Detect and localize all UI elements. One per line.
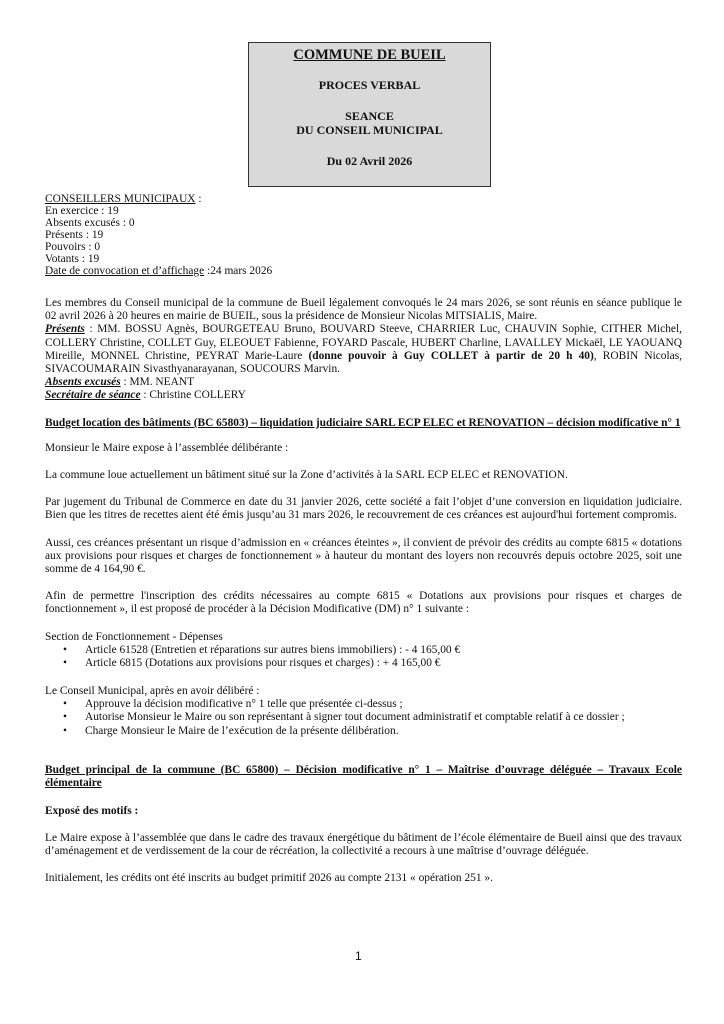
section1-p1: Monsieur le Maire expose à l’assemblée délibérante : (45, 441, 289, 454)
section2-title: Budget principal de la commune (BC 65800) – Décision modificative n° 1 – Maîtrise d’ouvrage déléguée – Travaux Ecole élémentaire (45, 764, 682, 790)
conseillers-block (45, 193, 682, 277)
list-item: • Article 61528 (Entretien et réparations sur autres biens immobiliers) : - 4 165,00 € (63, 643, 461, 656)
conseil-intro: Le Conseil Municipal, après en avoir délibéré : (45, 684, 260, 697)
seance-date: Du 02 Avril 2026 (326, 154, 413, 169)
decisions-list (45, 698, 682, 738)
stat-line: Pouvoirs : 0 (45, 241, 101, 253)
list-item: • Approuve la décision modificative n° 1 telle que présentée ci-dessus ; (63, 697, 403, 710)
expose-motifs-label: Exposé des motifs : (45, 804, 139, 817)
section1-p4: Aussi, ces créances présentant un risque d’admission en « créances éteintes », il convient de prévoir des crédits au compte 6815 « dotations aux provisions pour risques et charges de fonctionnement » à hauteur du montant des loyers non recouvrés depuis octobre 2025, soit une somme de 4 164,90 €. (45, 536, 682, 576)
section2-p2: Initialement, les crédits ont été inscrits au budget primitif 2026 au compte 2131 « opération 251 ». (45, 872, 493, 885)
section1-p5: Afin de permettre l'inscription des crédits nécessaires au compte 6815 « Dotations aux provisions pour risques et charges de fonctionnement », il est proposé de procéder à la Décision Modificative (DM) n° 1 suivante : (45, 590, 682, 616)
intro-paragraph: Les membres du Conseil municipal de la commune de Bueil légalement convoqués le 24 mars 2026, se sont réunis en séance publique le 02 avril 2026 à 20 heures en mairie de BUEIL, sous la présidence de Monsieur Nicolas MITSIALIS, Maire. Présents : MM. BOSSU Agnès, BOURGETEAU Bruno, BOUVARD Steeve, CHARRIER Luc, CHAUVIN Sophie, CITHER Michel, COLLERY Christine, COLLET Guy, ELEOUET Fabienne, FOYARD Pascale, HUBERT Charline, LAVALLEY Mickaël, LE YAOUANQ Mireille, MONNEL Christine, PEYRAT Marie-Laure (donne pouvoir à Guy COLLET à partir de 20 h 40), ROBIN Nicolas, SIVACOUMARAIN Sivasthyanarayanan, SOUCOURS Marvin. Absents excusés : MM. NEANT Secrétaire de séance : Christine COLLERY (45, 297, 682, 402)
conseil-label: DU CONSEIL MUNICIPAL (296, 123, 443, 138)
section1-title: Budget location des bâtiments (BC 65803) – liquidation judiciaire SARL ECP ELEC et RENOVATION – décision modificative n° 1 (45, 416, 681, 429)
list-item: • Article 6815 (Dotations aux provisions pour risques et charges) : + 4 165,00 € (63, 657, 441, 670)
section-fonctionnement-label: Section de Fonctionnement - Dépenses (45, 630, 223, 643)
list-item: • Charge Monsieur le Maire de l’exécution de la présente délibération. (63, 724, 399, 737)
stat-line: En exercice : 19 (45, 205, 119, 217)
proces-verbal-label: PROCES VERBAL (318, 78, 421, 93)
stat-line: Absents excusés : 0 (45, 217, 135, 229)
section1-p2: La commune loue actuellement un bâtiment situé sur la Zone d’activités à la SARL ECP ELEC et RENOVATION. (45, 469, 568, 482)
stat-line: Votants : 19 (45, 253, 100, 265)
stat-line: Présents : 19 (45, 229, 104, 241)
document-body (45, 193, 682, 885)
seance-label: SEANCE (345, 109, 394, 124)
header-box (248, 42, 491, 187)
section2-p1: Le Maire expose à l’assemblée que dans le cadre des travaux énergétique du bâtiment de l’école élémentaire de Bueil ainsi que des travaux d’aménagement et de verdissement de la cour de récréation, la collectivité a recours à une maîtrise d’ouvrage déléguée. (45, 831, 682, 857)
section1-p3: Par jugement du Tribunal de Commerce en date du 31 janvier 2026, cette société a fait l’objet d’une conversion en liquidation judiciaire. Bien que les titres de recettes aient été émis jusqu’au 31 mars 2026, le recouvrement de ces créances est aujourd'hui fortement compromis. (45, 496, 682, 522)
conseillers-heading: CONSEILLERS MUNICIPAUX : (45, 193, 202, 205)
commune-title: COMMUNE DE BUEIL (293, 47, 446, 63)
articles-list (45, 644, 682, 671)
page-number: 1 (355, 949, 362, 963)
convocation-line: Date de convocation et d’affichage :24 mars 2026 (45, 265, 273, 277)
list-item: • Autorise Monsieur le Maire ou son représentant à signer tout document administratif et comptable relatif à ce dossier ; (63, 711, 625, 724)
